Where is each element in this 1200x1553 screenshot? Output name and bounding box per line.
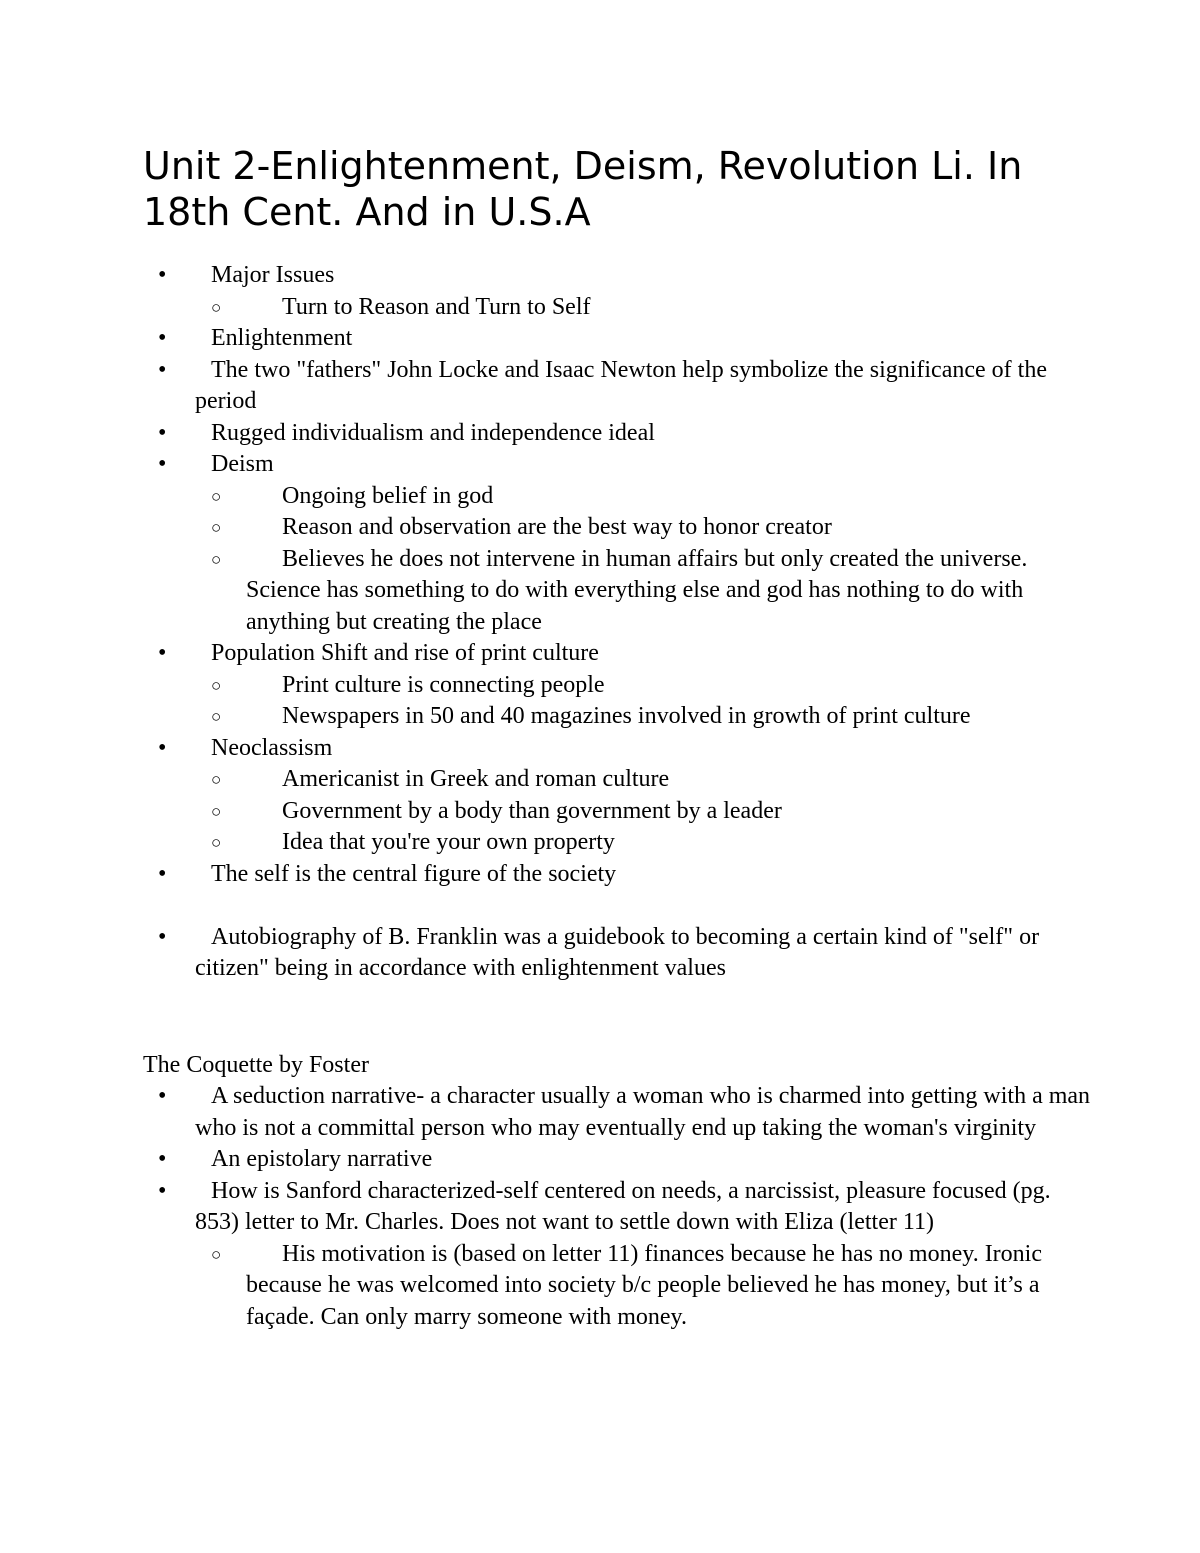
list-item-text: Ongoing belief in god (282, 482, 494, 509)
sub-bullet-icon: ○ (211, 486, 222, 506)
list-item (0, 323, 1100, 355)
sub-bullet-icon: ○ (211, 518, 222, 537)
list-item-text: The two "fathers" John Locke and Isaac Newton help symbolize the significance of the period (195, 356, 1047, 414)
list-item (0, 512, 1100, 544)
bullet-icon: • (158, 640, 167, 666)
list-item (0, 418, 1100, 450)
list-item-text: Major Issues (211, 262, 335, 288)
list-item (0, 260, 1100, 292)
document-title: Unit 2-Enlightenment, Deism, Revolution Li. In 18th Cent. And in U.S.A (143, 144, 1023, 234)
list-item (0, 1144, 1100, 1176)
sub-bullet-icon: ○ (211, 1244, 222, 1264)
list-item-text: Print culture is connecting people (282, 671, 605, 698)
bullet-icon: • (158, 451, 167, 477)
sub-bullet-icon: ○ (211, 833, 222, 852)
sub-bullet-icon: ○ (211, 675, 222, 695)
list-item-text: Reason and observation are the best way to honor creator (282, 514, 832, 540)
list-item (0, 701, 1100, 733)
list-item-text: Newspapers in 50 and 40 magazines involved in growth of print culture (282, 703, 971, 729)
list-item (0, 1239, 1100, 1334)
list-item-text: Government by a body than government by a leader (282, 797, 782, 824)
list-item (0, 733, 1100, 765)
list-item-text: Americanist in Greek and roman culture (282, 766, 670, 792)
sub-bullet-icon: ○ (211, 770, 222, 789)
list-item-text: Neoclassism (211, 734, 333, 761)
bullet-icon: • (158, 1177, 167, 1204)
list-item (0, 764, 1100, 796)
list-item (0, 449, 1100, 481)
list-item-text: Rugged individualism and independence ideal (211, 419, 655, 446)
list-item-text: Autobiography of B. Franklin was a guidebook to becoming a certain kind of "self" or citizen" being in accordance with enlightenment values (195, 923, 1040, 981)
list-item (0, 638, 1100, 670)
list-item (0, 355, 1100, 418)
blank-line (0, 890, 1100, 922)
section-heading-coquette: The Coquette by Foster (143, 1052, 369, 1078)
bullet-icon: • (158, 1146, 167, 1172)
sub-bullet-icon: ○ (211, 801, 222, 821)
bullet-icon: • (158, 860, 167, 887)
sub-bullet-icon: ○ (211, 549, 222, 569)
sub-bullet-icon: ○ (211, 707, 222, 726)
bullet-icon: • (158, 262, 167, 288)
list-item-text: The self is the central figure of the society (211, 860, 617, 887)
list-item (0, 292, 1100, 324)
list-item (0, 922, 1100, 985)
sub-bullet-icon: ○ (211, 297, 222, 317)
bullet-icon: • (158, 325, 167, 351)
list-item-text: Deism (211, 451, 274, 477)
list-item-text: An epistolary narrative (211, 1146, 433, 1172)
bullet-icon: • (158, 419, 167, 446)
list-item (0, 481, 1100, 513)
list-item-text: Believes he does not intervene in human affairs but only created the universe. Science has something to do with everything else and god has nothing to do with anything but creating the place (246, 545, 1028, 635)
list-item (0, 827, 1100, 859)
notes-list-coquette (0, 1081, 1100, 1333)
list-item (0, 670, 1100, 702)
notes-list-unit2 (0, 260, 1100, 985)
bullet-icon: • (158, 356, 167, 383)
bullet-icon: • (158, 734, 167, 761)
list-item-text: A seduction narrative- a character usually a woman who is charmed into getting with a man who is not a committal person who may eventually end up taking the woman's virginity (195, 1083, 1091, 1141)
list-item (0, 544, 1100, 639)
list-item (0, 859, 1100, 891)
bullet-icon: • (158, 923, 167, 950)
list-item (0, 796, 1100, 828)
list-item-text: Idea that you're your own property (282, 829, 615, 855)
list-item (0, 1176, 1100, 1239)
list-item-text: Enlightenment (211, 325, 353, 351)
list-item (0, 1081, 1100, 1144)
list-item-text: How is Sanford characterized-self centered on needs, a narcissist, pleasure focused (pg. 853) letter to Mr. Charles. Does not want to settle down with Eliza (letter 11) (195, 1177, 1051, 1235)
bullet-icon: • (158, 1083, 167, 1109)
list-item-text: His motivation is (based on letter 11) finances because he has no money. Ironic because he was welcomed into society b/c people believed he has money, but it’s a façade. Can only marry someone with money. (246, 1240, 1042, 1330)
list-item-text: Population Shift and rise of print culture (211, 640, 599, 666)
list-item-text: Turn to Reason and Turn to Self (282, 293, 591, 320)
